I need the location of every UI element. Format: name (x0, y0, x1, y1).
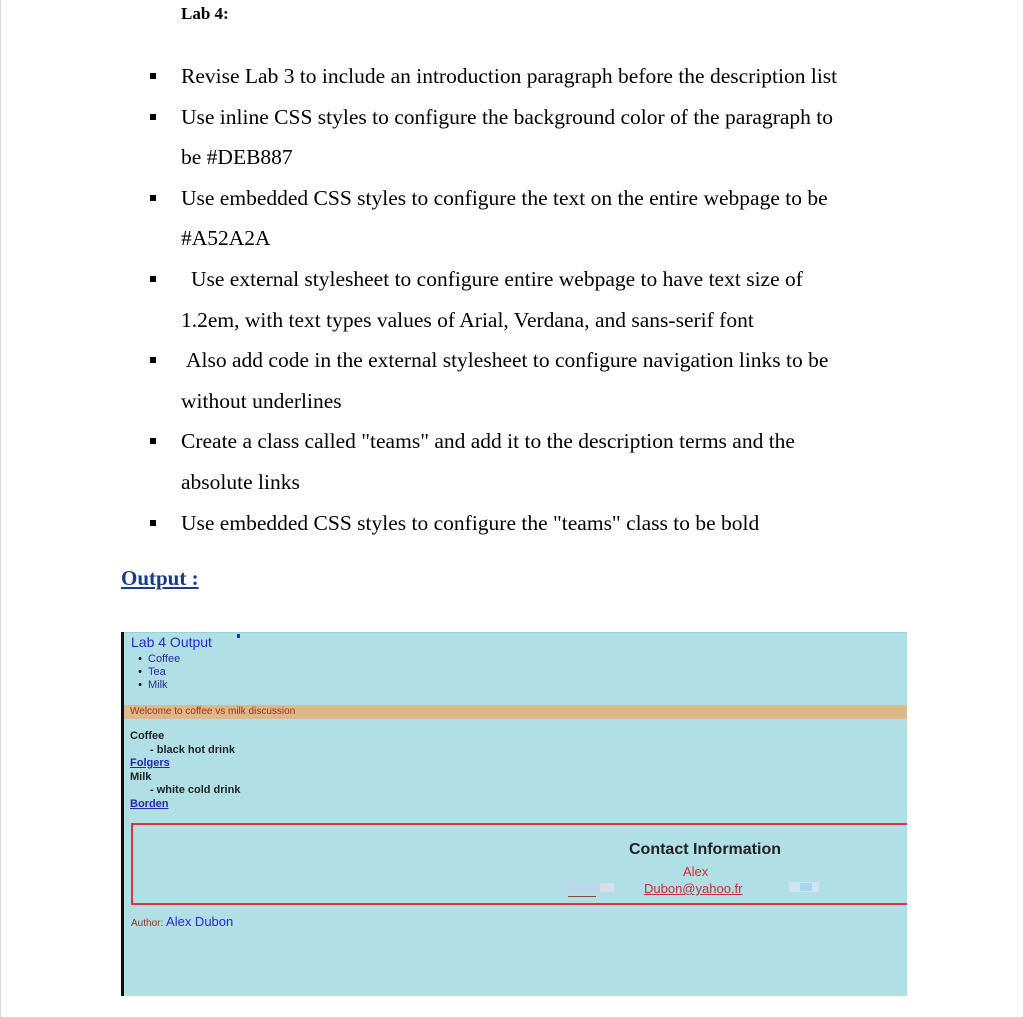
instruction-item-1 (0, 56, 1024, 97)
instruction-text-continued: #A52A2A (181, 226, 271, 251)
contact-name: Alex (683, 864, 709, 879)
contact-box (131, 823, 907, 905)
bullet-square-icon (150, 73, 156, 79)
instruction-text: Use external stylesheet to configure entire webpage to have text size of (191, 266, 803, 291)
term-coffee: Coffee (130, 730, 165, 742)
author-line (131, 914, 233, 929)
instruction-text: Revise Lab 3 to include an introduction paragraph before the description list (181, 64, 838, 88)
instruction-text: Use embedded CSS styles to configure the text on the entire webpage to be (181, 185, 828, 210)
cursor-mark (237, 634, 240, 638)
bullet-square-icon (150, 357, 156, 363)
redaction-line (568, 896, 596, 897)
instruction-list (0, 56, 1024, 543)
redaction-blur (600, 883, 614, 892)
redaction-blur (800, 883, 812, 891)
nav-link-tea[interactable]: • Tea (132, 666, 180, 679)
screenshot-top-edge (124, 632, 907, 633)
intro-paragraph: Welcome to coffee vs milk discussion (130, 706, 296, 717)
nav-list (132, 653, 180, 692)
instruction-text: Create a class called "teams" and add it to the description terms and the (181, 429, 795, 454)
link-borden[interactable]: Borden (130, 797, 169, 810)
instruction-text: Use inline CSS styles to configure the background color of the paragraph to (181, 104, 834, 129)
author-label: Author: (131, 918, 164, 929)
instruction-text-continued: 1.2em, with text types values of Arial, Verdana, and sans-serif font (181, 307, 754, 332)
instruction-item-5 (0, 340, 1024, 421)
instruction-text: Use embedded CSS styles to configure the "teams" class to be bold (181, 510, 760, 535)
instruction-item-7 (0, 503, 1024, 544)
bullet-square-icon (150, 114, 156, 120)
instruction-item-4 (0, 259, 1024, 340)
link-folgers[interactable]: Folgers (130, 757, 170, 769)
nav-link-milk[interactable]: • Milk (132, 679, 180, 692)
bullet-square-icon (150, 520, 156, 526)
bullet-square-icon (150, 438, 156, 444)
output-page-title: Lab 4 Output (131, 634, 212, 650)
bullet-square-icon (150, 195, 156, 201)
bullet-square-icon (150, 276, 156, 282)
instruction-item-6 (0, 421, 1024, 502)
contact-heading: Contact Information (629, 841, 781, 858)
instruction-item-2 (0, 97, 1024, 178)
nav-link-coffee[interactable]: • Coffee (132, 653, 180, 666)
lab-title: Lab 4: (181, 4, 229, 23)
instruction-text-continued: be #DEB887 (181, 145, 293, 170)
instruction-text-continued: absolute links (181, 469, 300, 494)
description-list (130, 730, 240, 811)
output-heading: Output : (121, 566, 199, 590)
author-name: Alex Dubon (166, 914, 234, 929)
term-milk: Milk (130, 770, 152, 783)
instruction-text-continued: without underlines (181, 388, 342, 413)
detail-milk: - white cold drink (150, 784, 241, 796)
detail-coffee: - black hot drink (150, 743, 235, 756)
contact-email-link[interactable]: Dubon@yahoo.fr (644, 881, 743, 896)
redaction-blur (564, 882, 600, 893)
output-screenshot (121, 632, 907, 996)
instruction-text: Also add code in the external stylesheet to configure navigation links to be (186, 348, 829, 373)
instruction-item-3 (0, 178, 1024, 259)
